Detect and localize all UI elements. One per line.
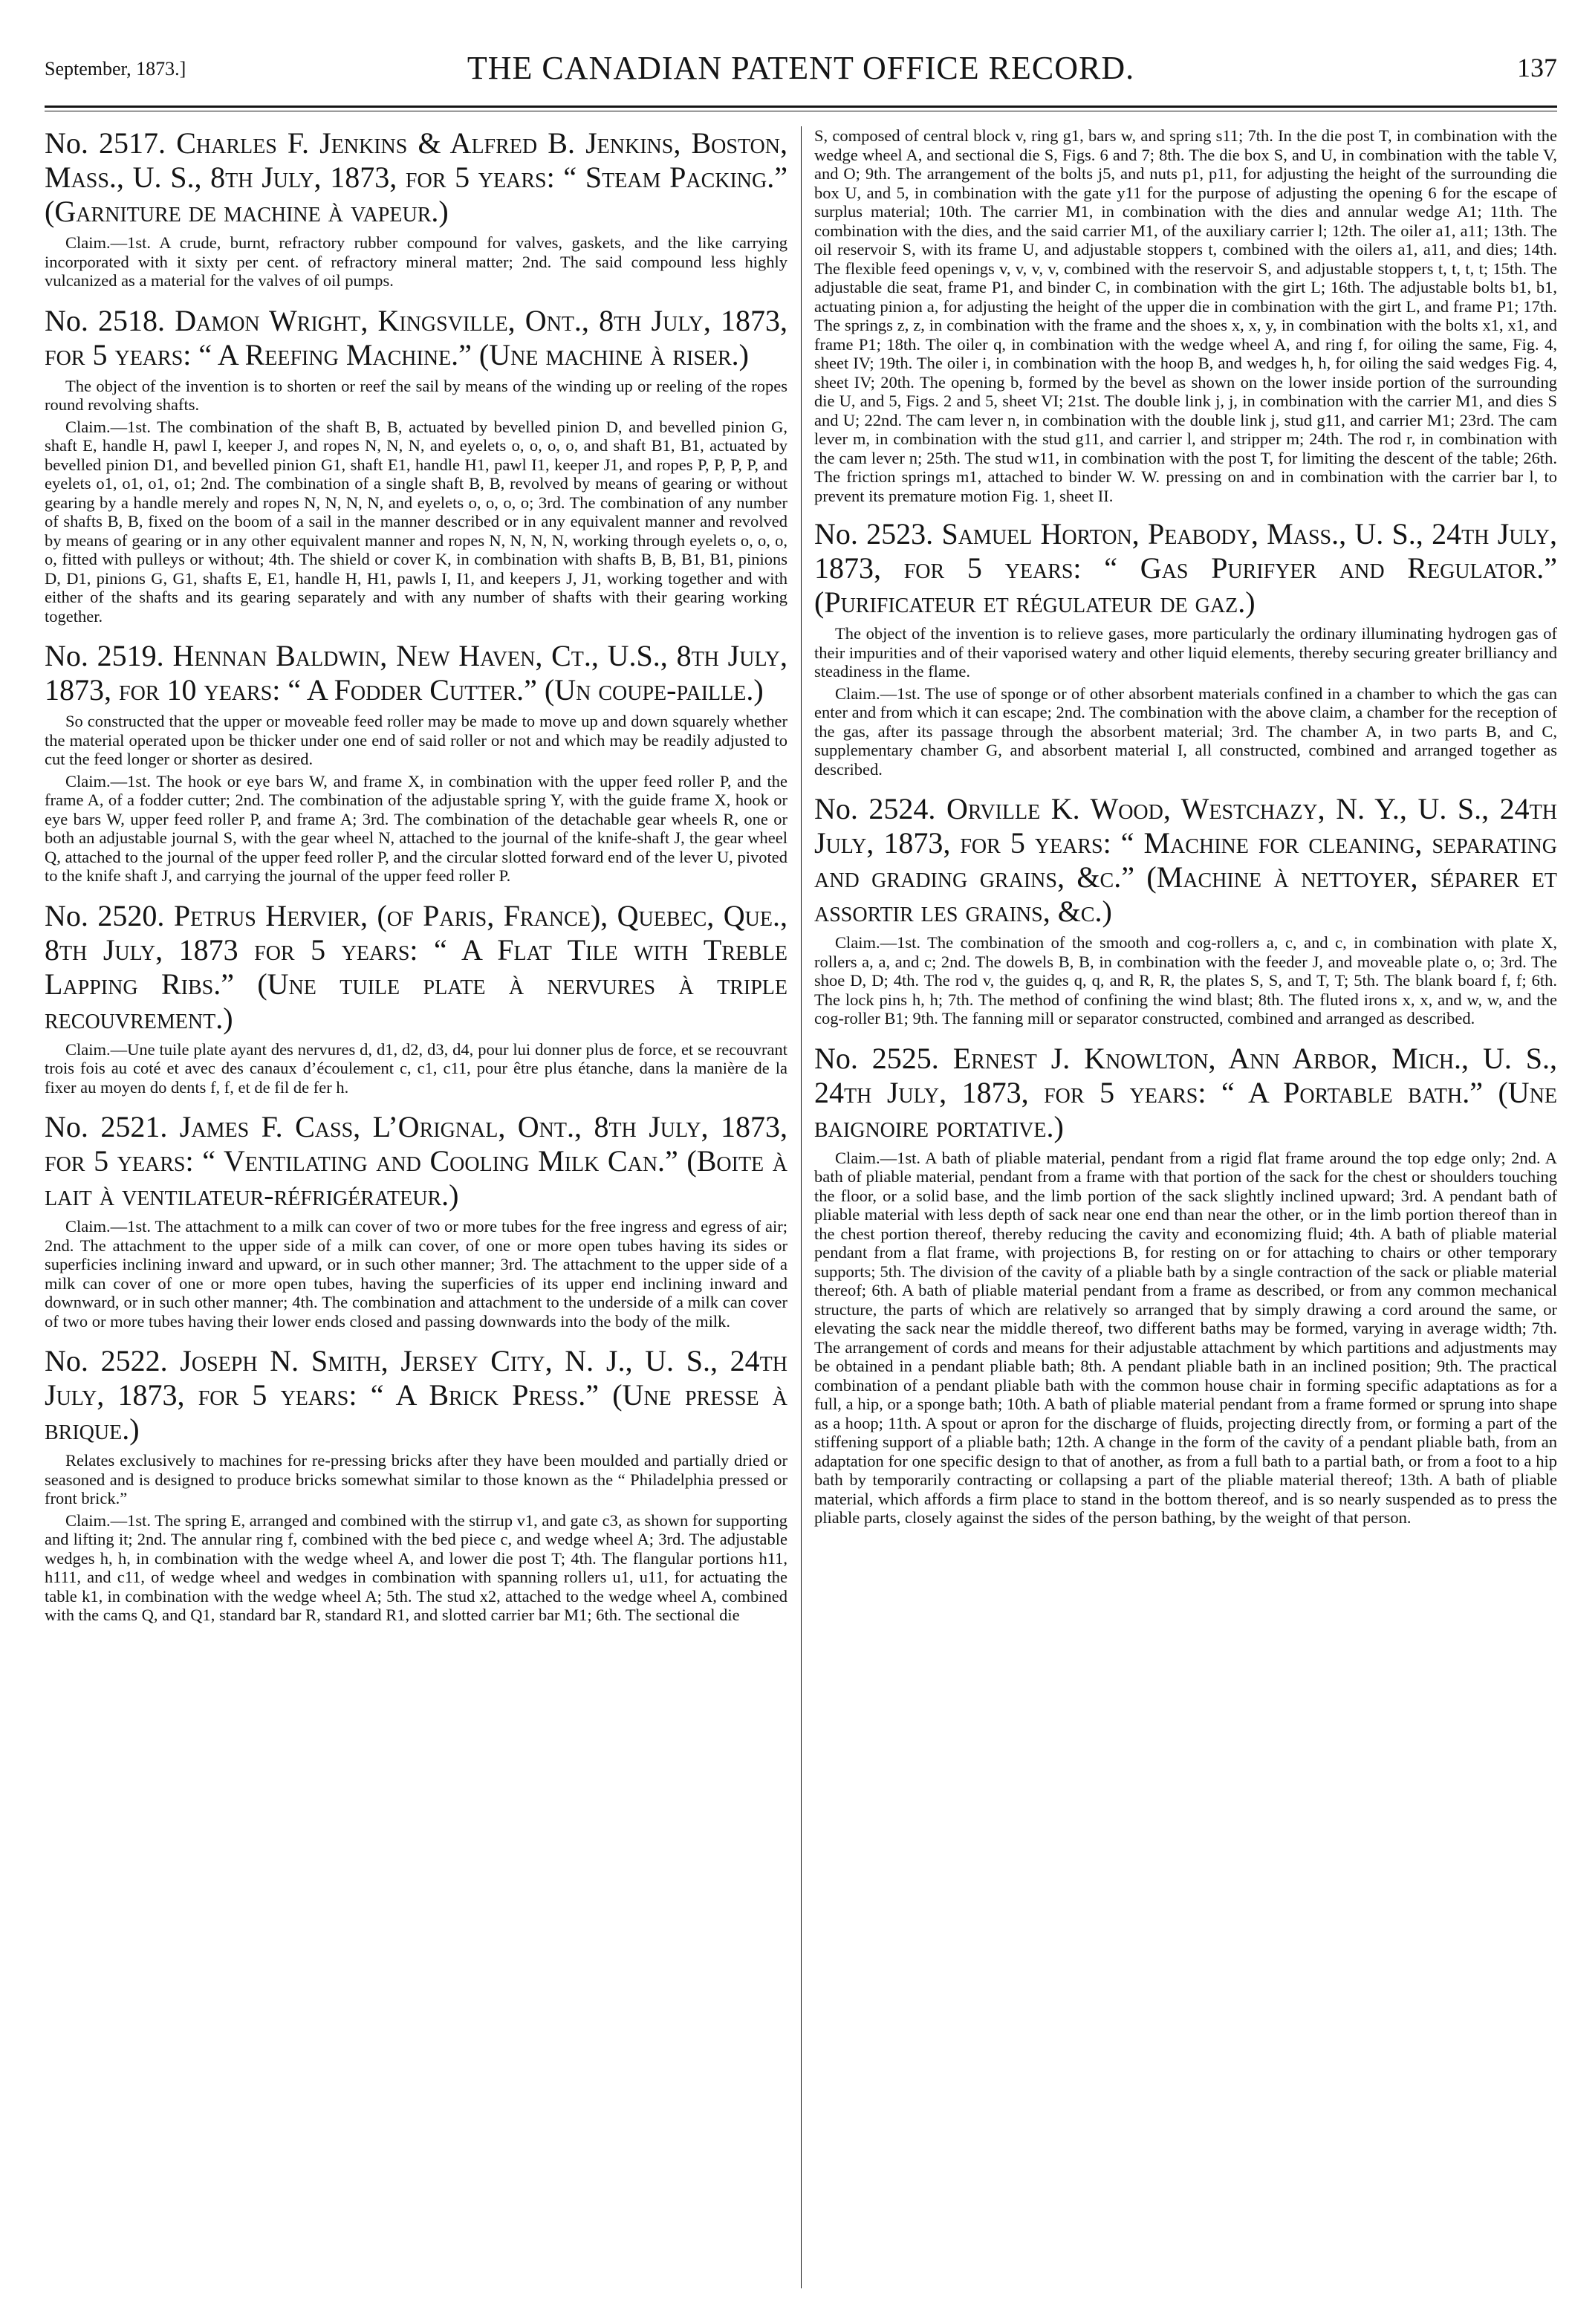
patent-body	[814, 933, 1557, 1028]
patent-paragraph: So constructed that the upper or moveable feed roller may be made to move up and down squarely whether the material operated upon be thicker under one end of said roller or not and which may be readily adjusted to cut the feed longer or shorter as desired.	[45, 712, 787, 768]
patent-body	[45, 1451, 787, 1625]
patent-title: Hennan Baldwin, New Haven, Ct., U.S., 8th July, 1873, for 10 years: “ A Fodder Cutter.” (Un coupe-paille.)	[45, 639, 787, 707]
patent-number: No. 2517.	[45, 126, 166, 160]
patent-entry	[45, 1110, 787, 1331]
patent-heading	[45, 639, 787, 707]
patent-heading	[45, 1110, 787, 1213]
patent-paragraph: Claim.—1st. The combination of the smooth and cog-rollers a, c, and c, in combination with plate X, rollers a, a, and c; 2nd. The dowels B, B, in combination with the feeder J, and moveable plate o, o; 3rd. The shoe D, D; 4th. The rod v, the guides q, q, and R, R, the plates S, S, and T, T; 5th. The blank board f, f; 6th. The lock pins h, h; 7th. The method of confining the wind blast; 8th. The fluted irons x, x, and w, w, and the cog-roller B1; 9th. The fanning mill or separator constructed, combined and arranged as described.	[814, 933, 1557, 1028]
patent-title: Charles F. Jenkins & Alfred B. Jenkins, Boston, Mass., U. S., 8th July, 1873, for 5 years: “ Steam Packing.” (Garniture de machine à vapeur.)	[45, 126, 787, 228]
patent-heading	[45, 1344, 787, 1447]
patent-entry	[814, 517, 1557, 779]
patent-paragraph: Claim.—1st. The spring E, arranged and combined with the stirrup v1, and gate c3, as shown for supporting and lifting it; 2nd. The annular ring f, combined with the bed piece c, and wedge wheel A; 3rd. The adjustable wedges h, h, in combination with the wedge wheel A, and lower die post T; 4th. The flangular portions h11, h111, and c11, of wedge wheel and wedges in combination with spanning rollers u1, u11, for actuating the table k1, in combination with the wedge wheel A; 5th. The stud x2, attached to the wedge wheel A, combined with the cams Q, and Q1, standard bar R, standard R1, and slotted carrier bar M1; 6th. The sectional die	[45, 1510, 787, 1624]
page-number: 137	[1517, 53, 1557, 82]
patent-paragraph: Claim.—1st. A bath of pliable material, pendant from a rigid flat frame around the top edge only; 2nd. A bath of pliable material, pendant from a frame with that portion of the sack for the chest or shoulders touching the floor, or a solid base, and the limb portion of the sack slightly inclined upward; 3rd. A pendant bath of pliable material with less depth of sack near one end than near the other, or in the limb portion thereof than in the chest portion thereof, thereby reducing the cavity and economizing fluid; 4th. A bath of pliable material pendant from a flat frame, with projections B, for resting on or for attaching to chairs or other temporary supports; 5th. The division of the cavity of a pliable bath by a single contraction of the sack or pliable material thereof; 6th. A bath of pliable material pendant from a frame as described, or from any common mechanical structure, the parts of which are relatively so arranged that by simply drawing a cord around the same, or elevating the sack near the middle thereof, two different baths may be formed, varying in average width; 7th. The arrangement of cords and means for their adjustable attachment by which partitions and adjustments may be obtained in a pendant pliable bath; 8th. A pendant pliable bath in an inclined position; 9th. The practical combination of a pendant pliable bath with the common house chair in forming specific adaptations as for a full, a hip, or a sponge bath; 10th. A bath of pliable material pendant from a frame formed or sprung into shape as a hoop; 11th. A spout or apron for the discharge of fluids, projecting directly from, or forming a part of the stiffening support of a pliable bath; 12th. A change in the form of the cavity of a pendant pliable bath, from an adaptation for one specific design to that of another, as from a full bath to a partial bath, or from a foot to a hip bath by temporarily contracting or collapsing a part of the pliable material thereof; 13th. A bath of pliable material, which affords a firm place to stand in the bottom thereof, and is so nearly suspended as to press the pliable parts, closely against the sides of the person bathing, by the weight of that person.	[814, 1148, 1557, 1527]
patent-entry	[814, 1042, 1557, 1528]
patent-body	[45, 233, 787, 290]
patent-paragraph: The object of the invention is to shorten or reef the sail by means of the winding up or reeling of the ropes round revolving shafts.	[45, 376, 787, 414]
patent-heading	[45, 899, 787, 1036]
patent-paragraph: Claim.—1st. The hook or eye bars W, and frame X, in combination with the upper feed roller P, and the frame A, of a fodder cutter; 2nd. The combination of the adjustable spring Y, with the guide frame X, hook or eye bars W, upper feed roller P, and frame A; 3rd. The combination of the detachable gear wheels R, one or both an adjustable journal S, with the gear wheel N, attached to the journal of the knife-shaft J, the gear wheel Q, attached to the journal of the upper feed roller P, and the circular slotted forward end of the lever U, pivoted to the knife shaft J, and carrying the journal of the upper feed roller P.	[45, 771, 787, 885]
patent-entry	[814, 792, 1557, 1028]
left-column	[45, 126, 787, 2296]
patent-paragraph: Claim.—Une tuile plate ayant des nervures d, d1, d2, d3, d4, pour lui donner plus de force, et se recouvrant trois fois au coté et avec des canaux d’écoulement c, c1, c11, pour être plus étanche, dans la manière de la fixer au moyen do dents f, f, et de fil de fer h.	[45, 1039, 787, 1097]
patent-entry	[45, 639, 787, 886]
patent-body	[45, 1040, 787, 1097]
patent-body	[45, 377, 787, 626]
patent-number: No. 2524.	[814, 792, 936, 825]
patent-body	[814, 1149, 1557, 1528]
column-divider	[801, 126, 802, 2288]
patent-paragraph: The object of the invention is to relieve gases, more particularly the ordinary illuminating hydrogen gas of their impurities and of their vaporised watery and other liquid elements, thereby securing greater brilliancy and steadiness in the flame.	[814, 624, 1557, 681]
continuation-text: S, composed of central block v, ring g1, bars w, and spring s11; 7th. In the die post T, in combination with the wedge wheel A, and sectional die S, Figs. 6 and 7; 8th. The die box S, and U, in combination with the table V, and O; 9th. The arrangement of the bolts j5, and nuts p1, p11, for adjusting the height of the surrounding die box U, and 5, in combination with the gate y11 for the purpose of adjusting the opening 6 for the escape of surplus material; 10th. The carrier M1, in combination with the dies and annular wedge A1; 11th. The combination with the dies, and the said carrier M1, of the auxiliary carrier l; 12th. The oiler a1, a11; 13th. The oil reservoir S, with its frame U, and adjustable stoppers t, combined with the oilers a1, a11, and dies; 14th. The flexible feed openings v, v, v, v, combined with the reservoir S, and adjustable stoppers t, t, t, t; 15th. The adjustable die seat, frame P1, and binder C, in combination with the girt L; 16th. The adjustable bolts b1, b1, actuating pinion a, for adjusting the height of the upper die in combination with the girt L, and frame P1; 17th. The springs z, z, in combination with the frame and the shoes x, x, y, in combination with the bolts x1, x1, and frame P1; 18th. The oiler q, in combination with the wedge wheel A, and ring f, for oiling the same, Fig. 4, sheet IV; 19th. The oiler i, in combination with the hoop B, and wedges h, h, for oiling the said wedges Fig. 4, sheet IV; 20th. The opening b, formed by the bevel as shown on the lower inside portion of the surrounding die U, and 5, Figs. 2 and 5, sheet VI; 21st. The double link j, j, in combination with the carrier M1, and dies S and U; 22nd. The cam lever n, in combination with the double link j, stud g11, and carrier M1; 23rd. The cam lever m, in combination with the stud g11, and carrier l, and stripper m; 24th. The rod r, in combination with the cam lever n; 25th. The stud w11, in combination with the post T, for limiting the descent of the table; 26th. The friction springs m1, attached to binder W. W. pressing on and in combination with the carrier bar l, to prevent its premature motion Fig. 1, sheet II.	[814, 126, 1557, 505]
page-header	[45, 45, 1557, 89]
patent-number: No. 2519.	[45, 639, 164, 672]
patent-body	[45, 712, 787, 886]
patent-entry	[45, 304, 787, 626]
header-title: THE CANADIAN PATENT OFFICE RECORD.	[467, 50, 1135, 86]
patent-title: Samuel Horton, Peabody, Mass., U. S., 24th July, 1873, for 5 years: “ Gas Purifyer and Regulator.” (Purificateur et régulateur de gaz.)	[814, 517, 1557, 619]
patent-body	[814, 624, 1557, 779]
header-rule	[45, 106, 1557, 108]
patent-number: No. 2518.	[45, 303, 166, 337]
patent-entry	[45, 1344, 787, 1625]
patent-number: No. 2520.	[45, 898, 165, 932]
patent-paragraph: Claim.—1st. The combination of the shaft B, B, actuated by bevelled pinion D, and bevelled pinion G, shaft E, handle H, pawl I, keeper J, and ropes N, N, N, and eyelets o, o, o, o, and shaft B1, B1, actuated by bevelled pinion D1, and bevelled pinion G1, shaft E1, handle H1, pawl I1, keeper J1, and ropes P, P, P, P, and eyelets o1, o1, o1, o1; 2nd. The combination of a single shaft B, B, revolved by means of gearing or without gearing by a handle merely and ropes N, N, N, N, and eyelets o, o, o, o; 3rd. The combination of any number of shafts B, B, fixed on the boom of a sail in the manner described or in any equivalent manner and revolved by means of gearing or in any other equivalent manner and ropes N, N, N, N, working through eyelets o, o, o, o, fitted with pulleys or without; 4th. The shield or cover K, in combination with shafts B, B, B1, B1, pinions D, D1, pinions G, G1, shafts E, E1, handle H, H1, pawls I, I1, and keepers J, J1, working together and with either of the shafts and its gearing separately and with any number of shafts with their gearing working together.	[45, 417, 787, 626]
patent-title: James F. Cass, L’Orignal, Ont., 8th July, 1873, for 5 years: “ Ventilating and Cooling Milk Can.” (Boite à lait à ventilateur-réfrigérateur.)	[45, 1110, 787, 1212]
patent-paragraph: Claim.—1st. A crude, burnt, refractory rubber compound for valves, gaskets, and the like carrying incorporated with it sixty per cent. of refractory mineral matter; 2nd. The said compound less highly vulcanized as a material for the valves of oil pumps.	[45, 233, 787, 290]
patent-entry	[45, 899, 787, 1097]
patent-number: No. 2522.	[45, 1344, 168, 1377]
patent-paragraph: Claim.—1st. The attachment to a milk can cover of two or more tubes for the free ingress and egress of air; 2nd. The attachment to the upper side of a milk can cover, of one or more open tubes having its sides or superficies inclining inward and upward, or in such other manner; 3rd. The attachment to the upper side of a milk can cover of one or more open tubes, having the superficies of its upper end inclining inward and downward, or in such other manner; 4th. The combination and attachment to the underside of a milk can cover of two or more tubes having their lower ends closed and passing downwards into the body of the milk.	[45, 1217, 787, 1331]
patent-number: No. 2521.	[45, 1110, 168, 1143]
patent-title: Joseph N. Smith, Jersey City, N. J., U. S., 24th July, 1873, for 5 years: “ A Brick Press.” (Une presse à brique.)	[45, 1344, 787, 1446]
patent-heading	[814, 517, 1557, 620]
header-date: September, 1873.]	[45, 58, 186, 79]
patent-heading	[814, 792, 1557, 929]
patent-body	[45, 1217, 787, 1331]
patent-entry	[45, 126, 787, 290]
patent-number: No. 2523.	[814, 517, 934, 551]
patent-title: Ernest J. Knowlton, Ann Arbor, Mich., U. S., 24th July, 1873, for 5 years: “ A Portable bath.” (Une baignoire portative.)	[814, 1041, 1557, 1143]
patent-heading	[45, 126, 787, 229]
patent-title: Petrus Hervier, (of Paris, France), Quebec, Que., 8th July, 1873 for 5 years: “ A Flat Tile with Treble Lapping Ribs.” (Une tuile plate à nervures à triple recouvrement.)	[45, 898, 787, 1035]
patent-number: No. 2525.	[814, 1041, 939, 1075]
patent-title: Orville K. Wood, Westchazy, N. Y., U. S., 24th July, 1873, for 5 years: “ Machine for cleaning, separating and grading grains, &c.” (Machine à nettoyer, séparer et assortir les grains, &c.)	[814, 792, 1557, 928]
patent-heading	[814, 1042, 1557, 1144]
right-column	[814, 126, 1557, 2296]
record-page	[45, 45, 1557, 2303]
patent-heading	[45, 304, 787, 372]
patent-title: Damon Wright, Kingsville, Ont., 8th July, 1873, for 5 years: “ A Reefing Machine.” (Une machine à riser.)	[45, 303, 787, 371]
patent-paragraph: Claim.—1st. The use of sponge or of other absorbent materials confined in a chamber to which the gas can enter and from which it can escape; 2nd. The combination with the above claim, a chamber for the reception of the gas, after its passage through the absorbent material; 3rd. The chamber A, in two parts B, and C, supplementary chamber G, and absorbent material I, all constructed, combined and arranged together as described.	[814, 684, 1557, 779]
patent-paragraph: Relates exclusively to machines for re-pressing bricks after they have been moulded and partially dried or seasoned and is designed to produce bricks somewhat similar to those known as the “ Philadelphia pressed or front brick.”	[45, 1451, 787, 1507]
